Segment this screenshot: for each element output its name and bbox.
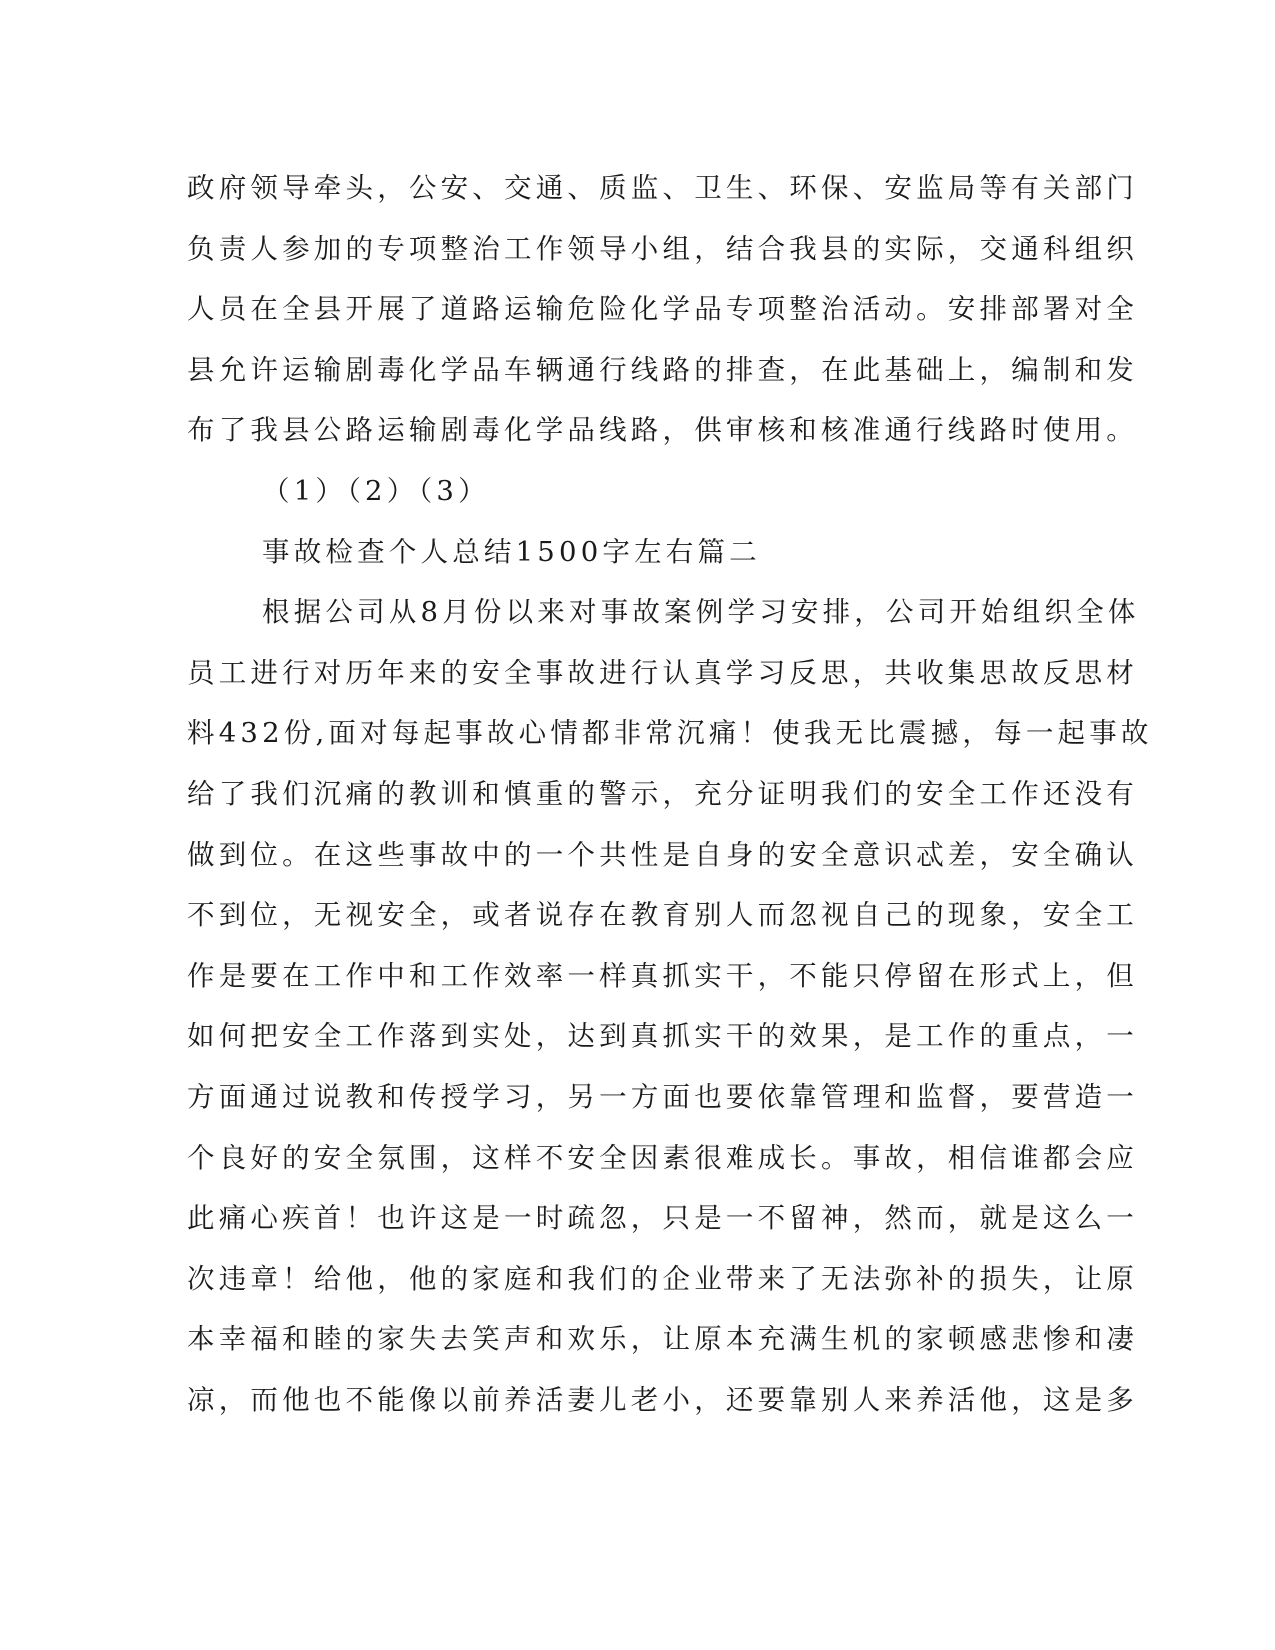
text-line: 料432份,面对每起事故心情都非常沉痛！使我无比震撼，每一起事故 [187,717,1153,750]
item-markers: （1）（2）（3） [262,474,490,507]
text-line: 做到位。在这些事故中的一个共性是自身的安全意识忒差，安全确认 [187,838,1138,871]
text-line: 方面通过说教和传授学习，另一方面也要依靠管理和监督，要营造一 [187,1080,1138,1113]
section-heading: 事故检查个人总结1500字左右篇二 [262,535,761,568]
text-line: 人员在全县开展了道路运输危险化学品专项整治活动。安排部署对全 [187,293,1138,326]
text-line: 凉，而他也不能像以前养活妻儿老小，还要靠别人来养活他，这是多 [187,1383,1138,1416]
text-line: 县允许运输剧毒化学品车辆通行线路的排查，在此基础上，编制和发 [187,353,1138,386]
paragraph-first-line: 根据公司从8月份以来对事故案例学习安排，公司开始组织全体 [262,596,1140,629]
text-line: 此痛心疾首！也许这是一时疏忽，只是一不留神，然而，就是这么一 [187,1202,1138,1235]
text-line: 个良好的安全氛围，这样不安全因素很难成长。事故，相信谁都会应 [187,1141,1138,1174]
text-line: 作是要在工作中和工作效率一样真抓实干，不能只停留在形式上，但 [187,959,1138,992]
text-line: 员工进行对历年来的安全事故进行认真学习反思，共收集思故反思材 [187,656,1138,689]
text-line: 负责人参加的专项整治工作领导小组，结合我县的实际，交通科组织 [187,232,1138,265]
text-line: 政府领导牵头，公安、交通、质监、卫生、环保、安监局等有关部门 [187,172,1138,204]
text-line: 如何把安全工作落到实处，达到真抓实干的效果，是工作的重点，一 [187,1020,1138,1053]
text-line: 本幸福和睦的家失去笑声和欢乐，让原本充满生机的家顿感悲惨和凄 [187,1323,1138,1356]
document-body [187,158,1153,1430]
text-line: 给了我们沉痛的教训和慎重的警示，充分证明我们的安全工作还没有 [187,777,1138,810]
text-line: 不到位，无视安全，或者说存在教育别人而忽视自己的现象，安全工 [187,899,1138,932]
text-line: 次违章！给他，他的家庭和我们的企业带来了无法弥补的损失，让原 [187,1262,1138,1295]
text-line: 布了我县公路运输剧毒化学品线路，供审核和核准通行线路时使用。 [187,414,1138,447]
